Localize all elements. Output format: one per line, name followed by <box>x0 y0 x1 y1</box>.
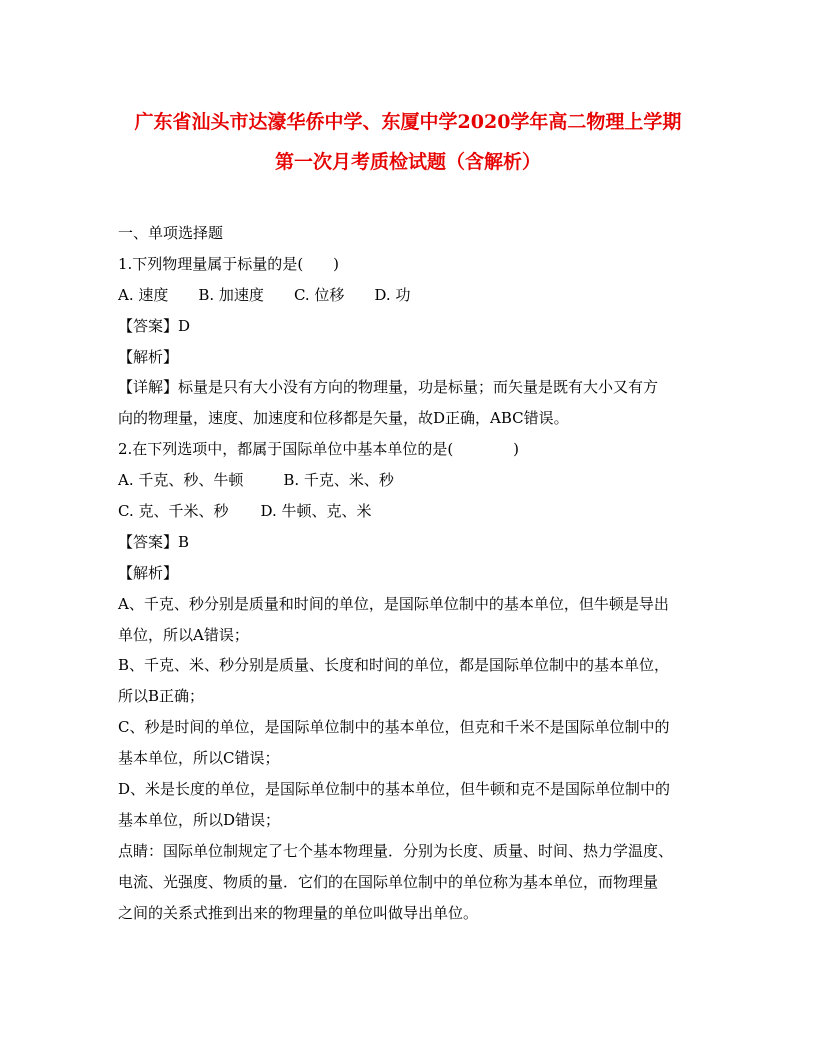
document-title-line-1: 广东省汕头市达濠华侨中学、东厦中学2020学年高二物理上学期 <box>134 111 682 133</box>
question-2-note-line: 电流、光强度、物质的量．它们的在国际单位制中的单位称为基本单位，而物理量 <box>118 872 659 891</box>
question-2-detail-line: 基本单位，所以D错误； <box>118 810 281 829</box>
question-1-detail-line: 【详解】标量是只有大小没有方向的物理量，功是标量；而矢量是既有大小又有方 <box>118 378 659 397</box>
question-1-option-a: A. 速度 <box>118 285 169 304</box>
question-2-detail-line: A、千克、秒分别是质量和时间的单位，是国际单位制中的基本单位，但牛顿是导出 <box>118 594 669 613</box>
question-1-option-d: D. 功 <box>374 285 411 304</box>
question-2-stem: 2.在下列选项中，都属于国际单位中基本单位的是( ) <box>118 440 520 459</box>
question-1-option-c: C. 位移 <box>293 285 345 304</box>
document-title-line-2: 第一次月考质检试题（含解析） <box>274 151 541 173</box>
question-2-options-row-1 <box>118 465 704 496</box>
question-2-option-d: D. 牛顿、克、米 <box>260 502 372 521</box>
question-2-detail-line: D、米是长度的单位，是国际单位制中的基本单位，但牛顿和克不是国际单位制中的 <box>118 780 671 799</box>
document-body <box>118 218 704 928</box>
question-2-options-row-2 <box>118 496 704 527</box>
question-2-option-a: A. 千克、秒、牛顿 <box>118 471 244 490</box>
question-1-stem: 1.下列物理量属于标量的是( ) <box>118 254 340 273</box>
question-2-detail-line: 基本单位，所以C错误； <box>118 749 280 768</box>
question-2-option-c: C. 克、千米、秒 <box>118 502 229 521</box>
question-2-detail-line: C、秒是时间的单位，是国际单位制中的基本单位，但克和千米不是国际单位制中的 <box>118 718 670 737</box>
question-2-detail-line: 所以B正确； <box>118 687 205 706</box>
question-1-detail-line: 向的物理量，速度、加速度和位移都是矢量，故D正确，ABC错误。 <box>118 409 569 428</box>
question-2-detail-line: 单位，所以A错误； <box>118 625 249 644</box>
section-heading: 一、单项选择题 <box>118 224 224 242</box>
question-1-analysis-label: 【解析】 <box>118 347 179 366</box>
question-1-options <box>118 280 704 311</box>
question-2-note-line: 点睛：国际单位制规定了七个基本物理量．分别为长度、质量、时间、热力学温度、 <box>118 841 674 860</box>
question-2-answer: 【答案】B <box>118 532 190 551</box>
question-2-detail-line: B、千克、米、秒分别是质量、长度和时间的单位，都是国际单位制中的基本单位， <box>118 656 670 675</box>
question-1-option-b: B. 加速度 <box>198 285 264 304</box>
question-2-note-line: 之间的关系式推到出来的物理量的单位叫做导出单位。 <box>118 903 479 922</box>
question-1-answer: 【答案】D <box>118 316 191 335</box>
question-2-option-b: B. 千克、米、秒 <box>283 471 394 490</box>
question-2-analysis-label: 【解析】 <box>118 563 179 582</box>
